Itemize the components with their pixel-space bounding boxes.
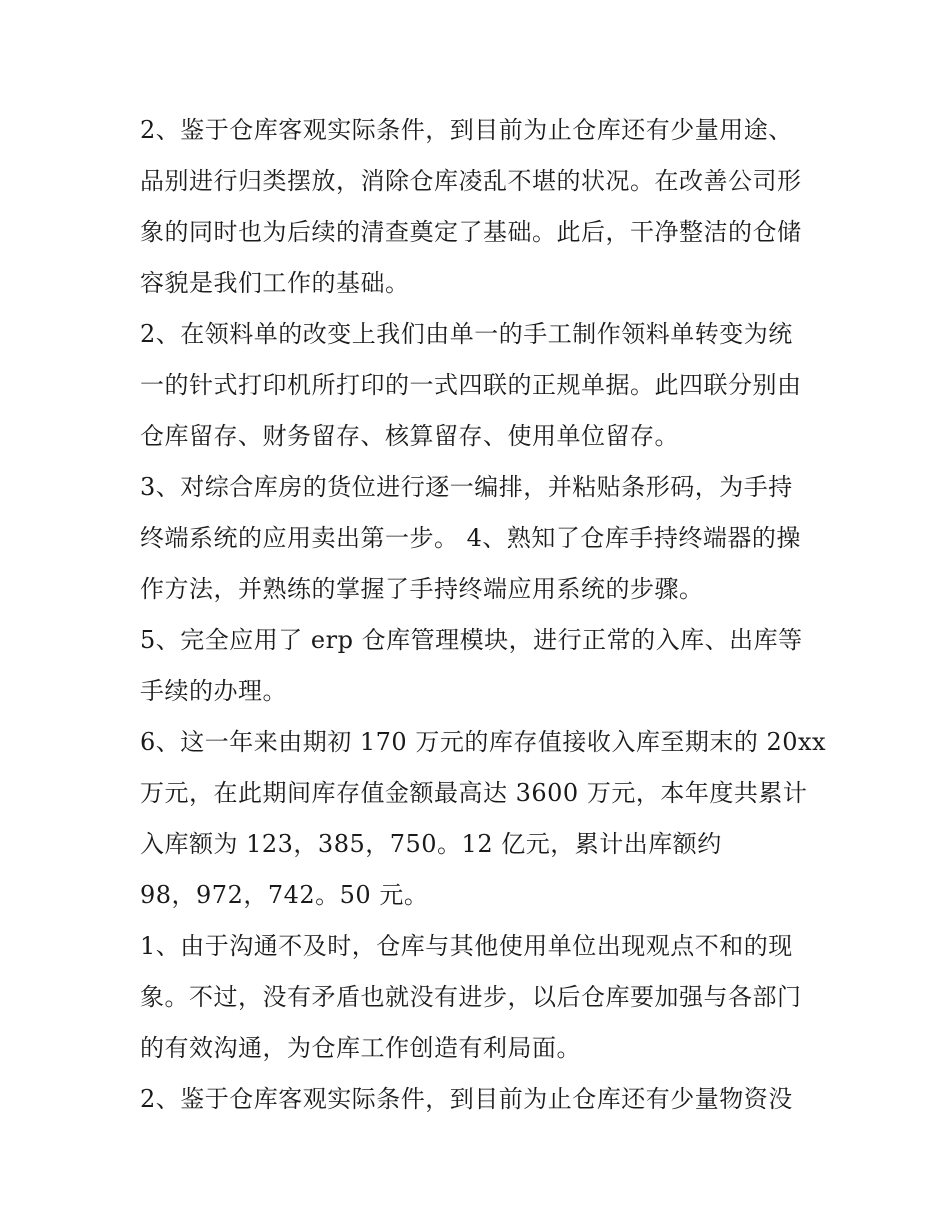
- text-line-8: 3、对综合库房的货位进行逐一编排，并粘贴条形码，为手持: [140, 473, 793, 501]
- text-line-18: 象。不过，没有矛盾也就没有进步，以后仓库要加强与各部门: [140, 983, 802, 1011]
- text-line-14: 万元，在此期间库存值金额最高达 3600 万元，本年度共累计: [140, 779, 808, 807]
- text-line-20: 2、鉴于仓库客观实际条件，到目前为止仓库还有少量物资没: [140, 1085, 793, 1113]
- text-line-12: 手续的办理。: [140, 677, 287, 705]
- text-line-2: 品别进行归类摆放，消除仓库凌乱不堪的状况。在改善公司形: [140, 167, 802, 195]
- text-line-13: 6、这一年来由期初 170 万元的库存值接收入库至期末的 20xx: [140, 728, 827, 756]
- text-line-5: 2、在领料单的改变上我们由单一的手工制作领料单转变为统: [140, 320, 793, 348]
- text-line-15: 入库额为 123，385，750。12 亿元，累计出库额约: [140, 830, 722, 858]
- text-line-3: 象的同时也为后续的清查奠定了基础。此后，干净整洁的仓储: [140, 218, 802, 246]
- text-line-4: 容貌是我们工作的基础。: [140, 269, 410, 297]
- text-line-1: 2、鉴于仓库客观实际条件，到目前为止仓库还有少量用途、: [140, 116, 793, 144]
- text-line-6: 一的针式打印机所打印的一式四联的正规单据。此四联分别由: [140, 371, 802, 399]
- text-line-17: 1、由于沟通不及时，仓库与其他使用单位出现观点不和的现: [140, 932, 793, 960]
- text-line-7: 仓库留存、财务留存、核算留存、使用单位留存。: [140, 422, 679, 450]
- text-line-10: 作方法，并熟练的掌握了手持终端应用系统的步骤。: [140, 575, 704, 603]
- text-line-11: 5、完全应用了 erp 仓库管理模块，进行正常的入库、出库等: [140, 626, 803, 654]
- text-line-9: 终端系统的应用卖出第一步。 4、熟知了仓库手持终端器的操: [140, 524, 801, 552]
- text-line-19: 的有效沟通，为仓库工作创造有利局面。: [140, 1034, 581, 1062]
- text-line-16: 98，972，742。50 元。: [140, 881, 429, 909]
